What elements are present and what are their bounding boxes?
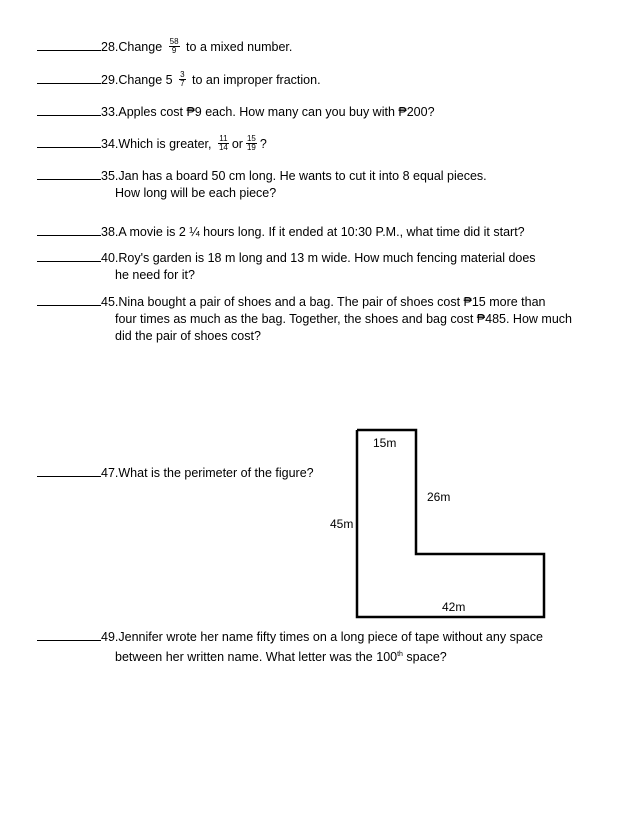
answer-blank[interactable] [37,628,101,641]
q49-line-2-text: between her written name. What letter was the 100 [115,650,398,665]
q38-text: 38.A movie is 2 ¼ hours long. If it ended at 10:30 P.M., what time did it start? [101,225,525,239]
fraction-numerator: 15 [246,134,256,144]
fraction-denominator: 7 [180,79,185,89]
fraction-denominator: 9 [171,46,177,56]
l-shape-outline [357,430,544,617]
fraction-numerator: 11 [219,134,228,144]
label-left-height: 45m [330,517,354,531]
q45-line-3: did the pair of shoes cost? [115,329,261,343]
label-bottom-width: 42m [442,600,466,614]
q34-question-mark: ? [259,137,267,151]
q45-line-2: four times as much as the bag. Together, the shoes and bag cost ₱485. How much [115,312,572,326]
fraction-denominator: 19 [246,143,256,153]
q49-line-2 [37,646,608,666]
fraction-denominator: 14 [218,143,228,153]
fraction-numerator: 58 [169,37,179,47]
q49-superscript: th [397,651,403,658]
q47-text: 47.What is the perimeter of the figure? [101,466,314,480]
q28-text: 28.Change [101,40,163,54]
fraction-numerator: 3 [180,70,185,80]
q29-text: 29.Change 5 [101,73,173,87]
q49-line-2-end: space? [402,650,447,665]
q45-line-1: 45.Nina bought a pair of shoes and a bag. The pair of shoes cost ₱15 more than [101,295,546,309]
question-49 [37,628,608,666]
q34-or: or [231,137,243,151]
q34-text: 34.Which is greater, [101,137,212,151]
q49-line-1: 49.Jennifer wrote her name fifty times on a long piece of tape without any space [101,630,543,644]
q29-text-end: to an improper fraction. [192,73,321,87]
label-inner-height: 26m [427,490,451,504]
q35-line-1: 35.Jan has a board 50 cm long. He wants to cut it into 8 equal pieces. [101,169,487,183]
q33-text: 33.Apples cost ₱9 each. How many can you buy with ₱200? [101,105,435,119]
q28-text-end: to a mixed number. [186,40,293,54]
q40-line-2: he need for it? [115,268,195,282]
label-top-width: 15m [373,436,397,450]
q35-line-2: How long will be each piece? [115,186,277,200]
q40-line-1: 40.Roy's garden is 18 m long and 13 m wide. How much fencing material does [101,251,536,265]
